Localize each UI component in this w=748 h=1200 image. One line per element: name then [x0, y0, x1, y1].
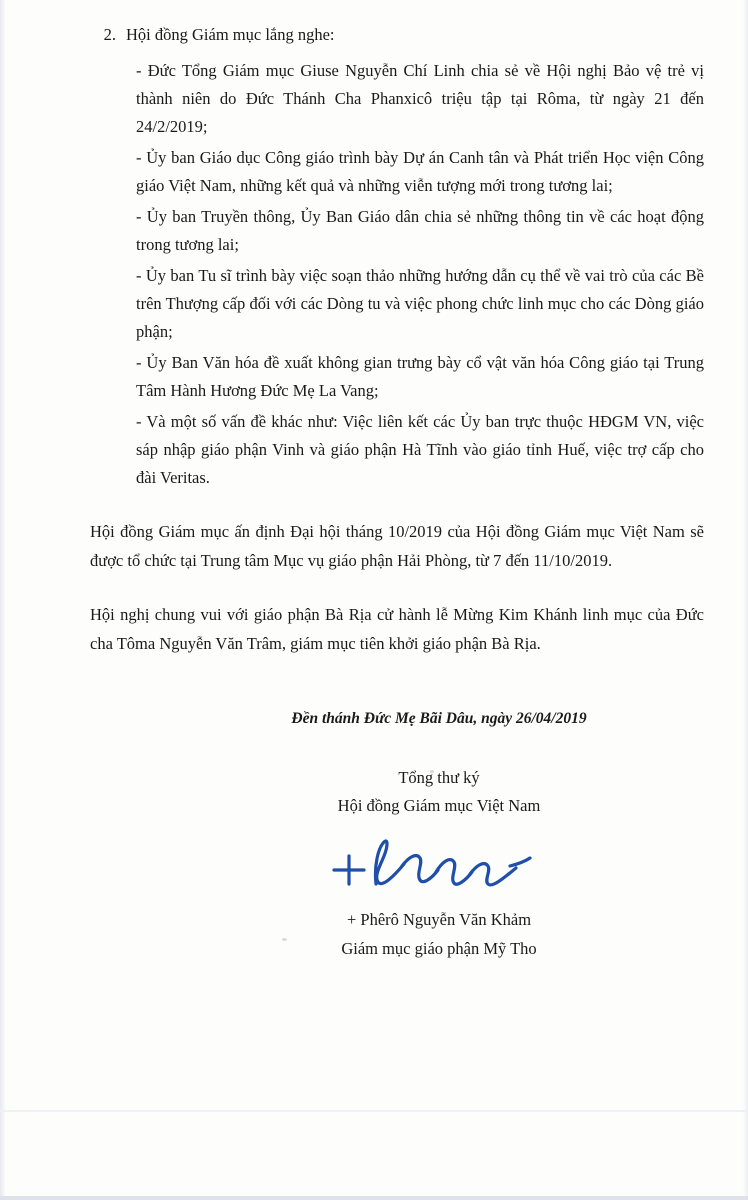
body-paragraph: Hội nghị chung vui với giáo phận Bà Rịa cử hành lễ Mừng Kim Khánh linh mục của Đức cha Tôma Nguyễn Văn Trâm, giám mục tiên khởi giáo phận Bà Rịa.: [90, 605, 704, 653]
signer-role: Giám mục giáo phận Mỹ Tho: [341, 938, 537, 958]
bullet-paragraph: - Ủy Ban Văn hóa đề xuất không gian trưng bày cổ vật văn hóa Công giáo tại Trung Tâm Hành Hương Đức Mẹ La Vang;: [136, 353, 704, 401]
signer-title-line-1: Tổng thư ký: [398, 767, 480, 787]
item-heading: Hội đồng Giám mục lắng nghe:: [126, 25, 335, 44]
place-and-date: Đền thánh Đức Mẹ Bãi Dâu, ngày 26/04/2019: [291, 709, 587, 727]
item-number: 2.: [103, 25, 116, 44]
signer-title-line-2: Hội đồng Giám mục Việt Nam: [337, 795, 541, 815]
scan-edge-right: [743, 0, 748, 1200]
document-body: [90, 22, 704, 963]
numbered-item: [90, 22, 704, 49]
bullet-paragraph: - Đức Tổng Giám mục Giuse Nguyễn Chí Linh chia sẻ về Hội nghị Bảo vệ trẻ vị thành niên do Đức Thánh Cha Phanxicô triệu tập tại Rôma, từ ngày 21 đến 24/2/2019;: [136, 60, 704, 136]
signature-area: [174, 820, 704, 906]
closing-block: [90, 710, 704, 963]
handwritten-signature-icon: [324, 826, 554, 906]
bullet-paragraph: - Ủy ban Truyền thông, Ủy Ban Giáo dân chia sẻ những thông tin về các hoạt động trong tương lai;: [136, 206, 704, 254]
bullet-paragraph: - Ủy ban Giáo dục Công giáo trình bày Dự án Canh tân và Phát triển Học viện Công giáo Việt Nam, những kết quả và những viễn tượng mới trong tương lai;: [136, 147, 704, 195]
bullet-paragraph: - Và một số vấn đề khác như: Việc liên kết các Ủy ban trực thuộc HĐGM VN, việc sáp nhập giáo phận Vinh và giáo phận Hà Tĩnh vào giáo tỉnh Huế, việc trợ cấp cho đài Veritas.: [136, 412, 704, 488]
signer-name: + Phêrô Nguyễn Văn Khảm: [346, 910, 532, 930]
scan-edge-bottom: [0, 1196, 748, 1200]
body-paragraph: Hội đồng Giám mục ấn định Đại hội tháng 10/2019 của Hội đồng Giám mục Việt Nam sẽ được tổ chức tại Trung tâm Mục vụ giáo phận Hải Phòng, từ 7 đến 11/10/2019.: [90, 522, 704, 570]
scan-edge-left: [0, 0, 6, 1200]
scan-edge-lower-line: [0, 1110, 748, 1112]
bullet-paragraph: - Ủy ban Tu sĩ trình bày việc soạn thảo những hướng dẫn cụ thể về vai trò của các Bề trên Thượng cấp đối với các Dòng tu và việc phong chức linh mục cho các Dòng giáo phận;: [136, 266, 704, 342]
